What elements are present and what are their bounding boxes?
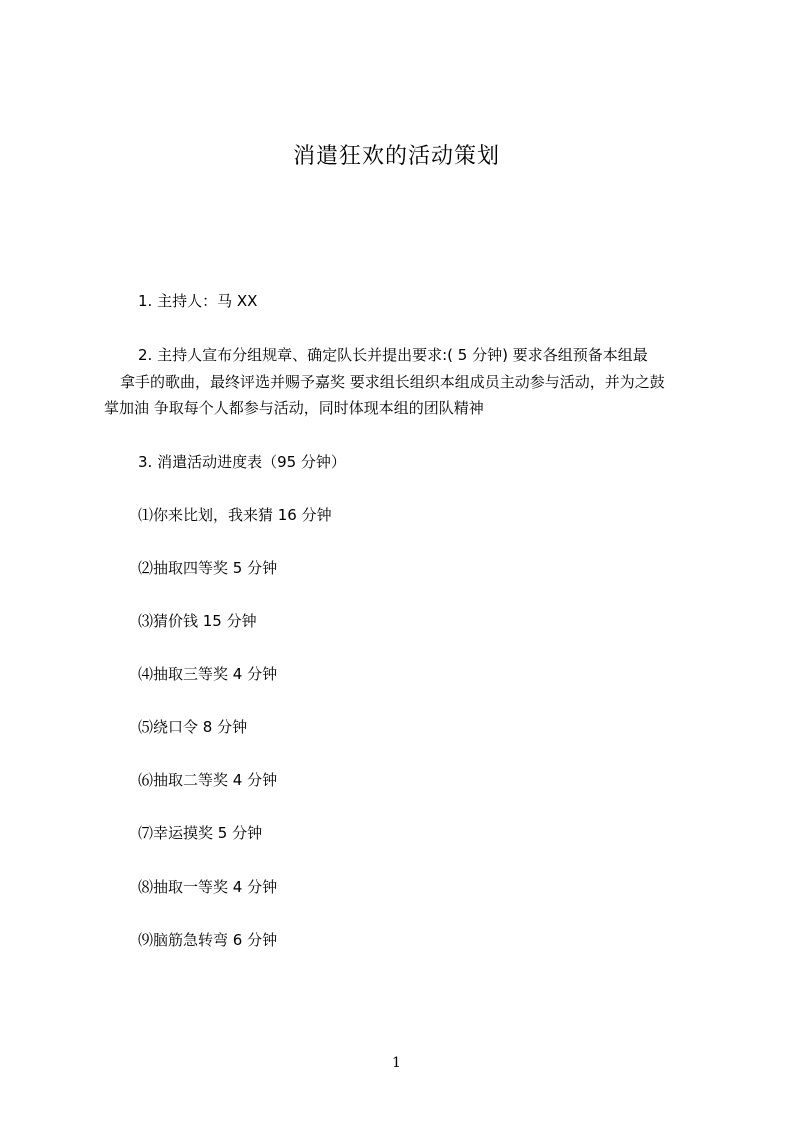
item2-line1: 2. 主持人宣布分组规章、确定队长并提出要求:( 5 分钟) 要求各组预备本组最 bbox=[138, 346, 648, 364]
document-title: 消遣狂欢的活动策划 bbox=[292, 144, 500, 169]
schedule-item: ⑺幸运摸奖 5 分钟 bbox=[138, 824, 263, 842]
schedule-item: ⑸绕口令 8 分钟 bbox=[138, 718, 248, 736]
item2-paragraph bbox=[104, 342, 704, 422]
schedule-item: ⑶猜价钱 15 分钟 bbox=[138, 612, 257, 630]
schedule-item: ⑵抽取四等奖 5 分钟 bbox=[138, 559, 278, 577]
host-line: 1. 主持人：马 XX bbox=[138, 292, 258, 310]
item2-line3: 掌加油 争取每个人都参与活动，同时体现本组的团队精神 bbox=[104, 399, 484, 417]
page-number: 1 bbox=[392, 1055, 401, 1071]
schedule-item: ⑻抽取一等奖 4 分钟 bbox=[138, 878, 278, 896]
schedule-heading: 3. 消遣活动进度表（95 分钟） bbox=[138, 453, 346, 471]
item2-line2: 拿手的歌曲，最终评选并赐予嘉奖 要求组长组织本组成员主动参与活动，并为之鼓 bbox=[120, 372, 665, 391]
schedule-item: ⑴你来比划，我来猜 16 分钟 bbox=[138, 506, 332, 524]
schedule-item: ⑼脑筋急转弯 6 分钟 bbox=[138, 931, 278, 949]
schedule-item: ⑹抽取二等奖 4 分钟 bbox=[138, 771, 278, 789]
schedule-item: ⑷抽取三等奖 4 分钟 bbox=[138, 665, 278, 683]
